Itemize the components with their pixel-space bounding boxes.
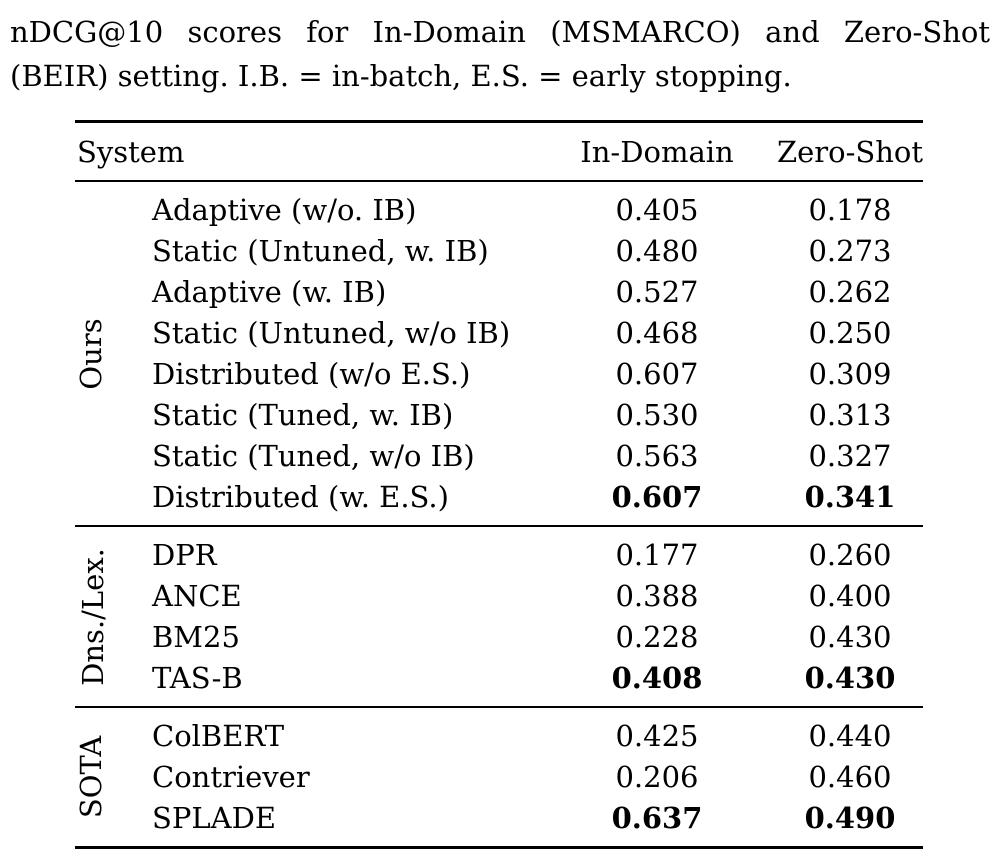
system-name: BM25	[152, 620, 240, 654]
zero-shot-score: 0.400	[808, 579, 892, 613]
in-domain-score: 0.425	[615, 719, 699, 753]
group-label: Ours	[74, 317, 108, 390]
in-domain-score: 0.563	[615, 439, 699, 473]
header-rule	[75, 180, 923, 182]
system-name: ColBERT	[152, 719, 285, 753]
group-label: Dns./Lex.	[76, 547, 110, 686]
table-caption	[10, 10, 990, 98]
caption-line-1: nDCG@10 scores for In-Domain (MSMARCO) and Zero-Shot	[10, 15, 990, 49]
bottom-rule	[75, 846, 923, 849]
group-separator	[75, 706, 923, 708]
system-name: Static (Tuned, w. IB)	[152, 398, 454, 432]
zero-shot-score: 0.460	[808, 760, 892, 794]
system-name: Adaptive (w. IB)	[152, 275, 387, 309]
group-separator	[75, 525, 923, 527]
system-name: Adaptive (w/o. IB)	[152, 193, 417, 227]
in-domain-score: 0.388	[615, 579, 699, 613]
in-domain-score: 0.177	[615, 538, 699, 572]
system-name: Contriever	[152, 760, 310, 794]
system-name: Distributed (w. E.S.)	[152, 480, 449, 514]
in-domain-score: 0.637	[611, 801, 703, 835]
zero-shot-score: 0.273	[808, 234, 892, 268]
in-domain-score: 0.405	[615, 193, 699, 227]
system-name: Static (Tuned, w/o IB)	[152, 439, 475, 473]
zero-shot-score: 0.430	[808, 620, 892, 654]
header-zero-shot: Zero-Shot	[776, 135, 924, 169]
group-label: SOTA	[74, 735, 108, 819]
system-name: Static (Untuned, w/o IB)	[152, 316, 511, 350]
zero-shot-score: 0.490	[804, 801, 896, 835]
system-name: DPR	[152, 538, 217, 572]
top-rule	[75, 120, 923, 123]
in-domain-score: 0.228	[615, 620, 699, 654]
zero-shot-score: 0.327	[808, 439, 892, 473]
in-domain-score: 0.468	[615, 316, 699, 350]
system-name: ANCE	[152, 579, 242, 613]
zero-shot-score: 0.178	[808, 193, 892, 227]
zero-shot-score: 0.250	[808, 316, 892, 350]
header-system: System	[77, 135, 185, 169]
in-domain-score: 0.607	[611, 480, 703, 514]
header-in-domain: In-Domain	[580, 135, 734, 169]
system-name: TAS-B	[152, 661, 243, 695]
in-domain-score: 0.530	[615, 398, 699, 432]
zero-shot-score: 0.341	[804, 480, 896, 514]
system-name: Static (Untuned, w. IB)	[152, 234, 489, 268]
system-name: SPLADE	[152, 801, 277, 835]
in-domain-score: 0.480	[615, 234, 699, 268]
zero-shot-score: 0.440	[808, 719, 892, 753]
zero-shot-score: 0.430	[804, 661, 896, 695]
caption-line-2: (BEIR) setting. I.B. = in-batch, E.S. = early stopping.	[10, 59, 792, 93]
zero-shot-score: 0.309	[808, 357, 892, 391]
in-domain-score: 0.527	[615, 275, 699, 309]
zero-shot-score: 0.262	[808, 275, 892, 309]
in-domain-score: 0.408	[611, 661, 703, 695]
in-domain-score: 0.206	[615, 760, 699, 794]
zero-shot-score: 0.260	[808, 538, 892, 572]
in-domain-score: 0.607	[615, 357, 699, 391]
system-name: Distributed (w/o E.S.)	[152, 357, 471, 391]
zero-shot-score: 0.313	[808, 398, 892, 432]
